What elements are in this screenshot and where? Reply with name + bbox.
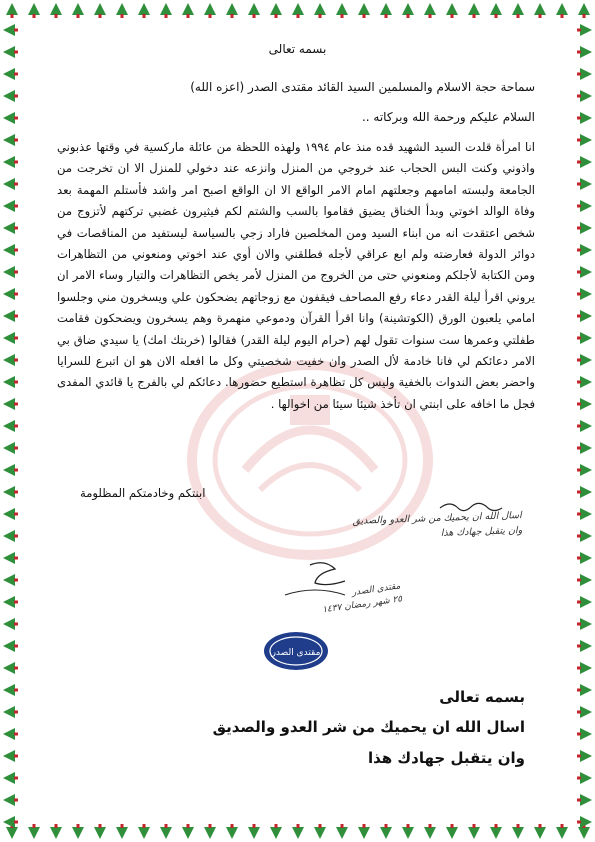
border-motif xyxy=(577,728,592,740)
border-motif xyxy=(577,354,592,366)
border-motif xyxy=(3,244,18,256)
border-motif xyxy=(3,266,18,278)
border-motif xyxy=(3,794,18,806)
border-motif xyxy=(577,178,592,190)
border-motif xyxy=(3,376,18,388)
handwritten-note-line2: وان يتقبل جهادك هذا xyxy=(440,524,523,539)
border-motif xyxy=(3,464,18,476)
border-motif xyxy=(577,464,592,476)
border-motif xyxy=(577,750,592,762)
letter-greeting: السلام عليكم ورحمة الله وبركاته .. xyxy=(361,110,535,124)
border-motif xyxy=(3,24,18,36)
handwritten-note-line1: اسال الله ان يحميك من شر العدو والصديق xyxy=(352,509,522,527)
border-motif xyxy=(577,618,592,630)
decorative-border-bottom xyxy=(0,822,595,842)
border-motif xyxy=(3,398,18,410)
border-motif xyxy=(577,90,592,102)
border-motif xyxy=(577,398,592,410)
handwritten-date: ٢٥ شهر رمضان ١٤٣٧ xyxy=(321,594,403,616)
border-motif xyxy=(577,134,592,146)
border-motif xyxy=(577,640,592,652)
letter-address: سماحة حجة الاسلام والمسلمين السيد القائد مقتدى الصدر (اعزه الله) xyxy=(190,80,535,94)
border-motif xyxy=(577,112,592,124)
reply-line-1: اسال الله ان يحميك من شر العدو والصديق xyxy=(212,718,525,736)
border-motif xyxy=(3,310,18,322)
border-motif xyxy=(3,420,18,432)
letter-body: انا امرأة قلدت السيد الشهيد قده منذ عام ١٩٩٤ ولهذه اللحظة من عائلة ماركسية في وقتها عذبوني واذوني وكنت البس الحجاب عند خروجي من المنزل وانزعه عند دخولي للمنزل الا ان تخرجت من الجامعة ولبسته امامهم وجعلتهم امام الامر الواقع الا ان الواقع اصبح امر واشد فأستلم المهمة بعد وفاة الوالد اخوتي وبدأ الخناق يضيق فقاموا بالسب والشتم لكم فيثيرون غضبي تركتهم لأتزوج من شخص اعتقدت انه من ابناء السيد ومن المخلصين فاراد زجي بالسياسة ليستفيد من المناقصات في دوائر الدولة فعارضته ولم ابع عراقي لأجله فطلقني والان أوي عند اخوتي ومنعوني من التظاهرات ومن الكتابة لأجلكم ومنعوني حتى من الخروج من المنزل لأمر يخص التظاهرات والتيار وساء الامر ان يروني اقرأ ليلة القدر دعاء رفع المصاحف فيقفون مع زوجاتهم يضحكون علي ويسخرون مني وجلسوا امامي يلعبون الورق (الكوتشينة) وانا اقرأ القرآن ودموعي منهمرة وهم يسخرون ويضحكون فقامت طفلتي وعمرها ست سنوات تقول لهم (حرام اليوم ليلة القدر) فقالوا (خربتك امك) يا سيدي ضاق بي الامر دعائكم لي فانا خادمة لأل الصدر وان خفيت شخصيتي وكل ما افعله الان هو ان اتبرع للسرايا واحضر بعض الندوات بالخفية وليس كل تظاهرة استطيع حضورها. دعائكم لي بالفرج يا قائدي المفدى فجل ما اخافه على ابنتي ان تأخذ شيئا سيئا من اخوالها . xyxy=(57,140,535,411)
border-motif xyxy=(3,816,18,828)
border-motif xyxy=(577,288,592,300)
border-motif xyxy=(577,794,592,806)
border-motif xyxy=(3,68,18,80)
border-motif xyxy=(3,332,18,344)
border-motif xyxy=(3,706,18,718)
border-motif xyxy=(577,442,592,454)
border-motif xyxy=(3,200,18,212)
border-motif xyxy=(577,420,592,432)
border-motif xyxy=(577,332,592,344)
border-motif xyxy=(577,684,592,696)
border-motif xyxy=(3,112,18,124)
border-motif xyxy=(577,68,592,80)
handwritten-name: مقتدى الصدر xyxy=(351,581,402,599)
decorative-border-right xyxy=(575,0,595,842)
border-motif xyxy=(3,574,18,586)
border-motif xyxy=(577,816,592,828)
border-motif xyxy=(3,552,18,564)
border-motif xyxy=(3,618,18,630)
border-motif xyxy=(577,486,592,498)
border-motif xyxy=(577,244,592,256)
decorative-border-left xyxy=(0,0,20,842)
border-motif xyxy=(3,772,18,784)
letter-signoff: ابنتكم وخادمتكم المظلومة xyxy=(80,486,206,500)
border-motif xyxy=(577,222,592,234)
border-motif xyxy=(3,288,18,300)
border-motif xyxy=(577,266,592,278)
border-motif xyxy=(3,178,18,190)
border-motif xyxy=(577,530,592,542)
border-motif xyxy=(577,596,592,608)
seal-text: مقتدى الصدر xyxy=(271,648,321,658)
border-motif xyxy=(577,24,592,36)
border-motif xyxy=(577,156,592,168)
border-motif xyxy=(3,530,18,542)
letter-heading: بسمه تعالى xyxy=(268,42,327,56)
official-seal xyxy=(262,630,330,672)
border-motif xyxy=(3,90,18,102)
border-motif xyxy=(577,772,592,784)
border-motif xyxy=(577,574,592,586)
reply-heading: بسمه تعالى xyxy=(439,688,525,706)
border-motif xyxy=(3,354,18,366)
border-motif xyxy=(3,134,18,146)
border-motif xyxy=(3,156,18,168)
border-motif xyxy=(3,662,18,674)
border-motif xyxy=(3,222,18,234)
border-motif xyxy=(577,200,592,212)
border-motif xyxy=(3,728,18,740)
border-motif xyxy=(3,596,18,608)
border-motif xyxy=(577,552,592,564)
decorative-border-top xyxy=(0,0,595,20)
border-motif xyxy=(3,640,18,652)
border-motif xyxy=(3,684,18,696)
border-motif xyxy=(3,442,18,454)
border-motif xyxy=(3,508,18,520)
border-motif xyxy=(577,706,592,718)
border-motif xyxy=(3,486,18,498)
border-motif xyxy=(577,508,592,520)
border-motif xyxy=(577,376,592,388)
reply-line-2: وان يتقبل جهادك هذا xyxy=(368,749,525,767)
border-motif xyxy=(3,750,18,762)
border-motif xyxy=(577,310,592,322)
border-motif xyxy=(577,662,592,674)
